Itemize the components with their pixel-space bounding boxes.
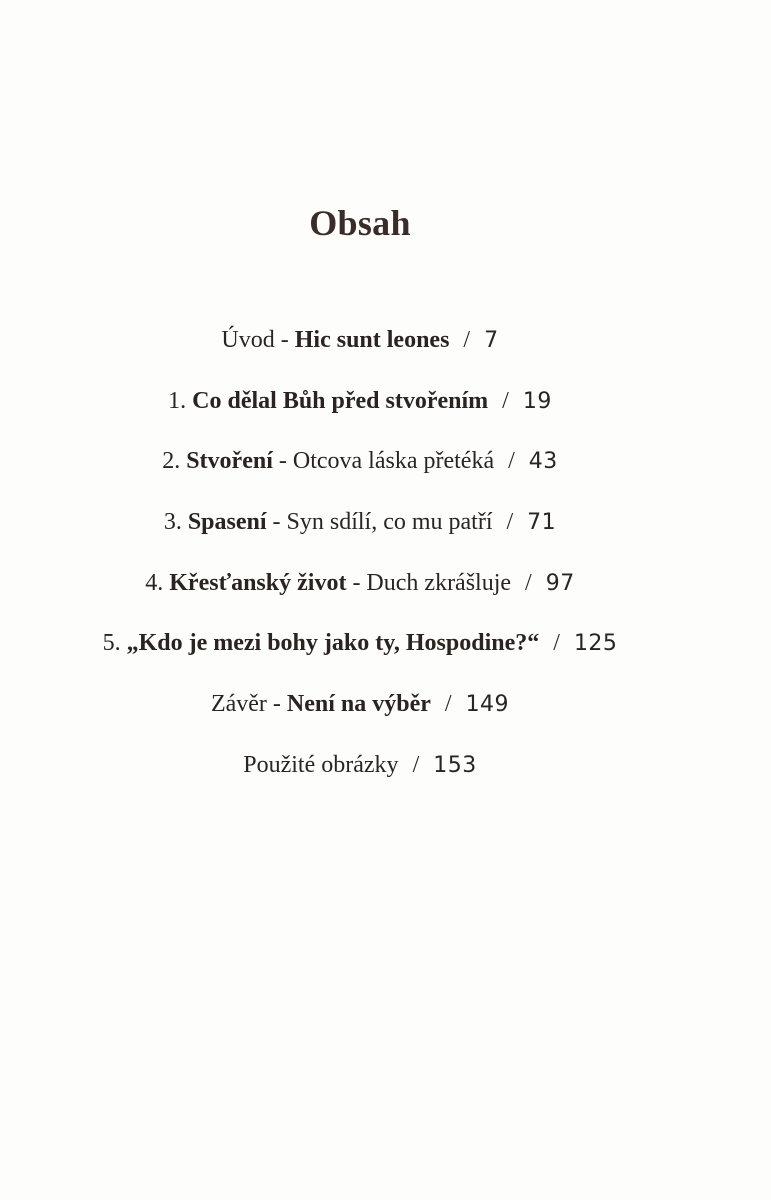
toc-entry-prefix: Závěr - — [210, 691, 287, 718]
toc-entry-page-number: 153 — [433, 752, 477, 778]
toc-entry-separator: / — [553, 630, 560, 657]
toc-entry-images — [0, 743, 720, 804]
toc-entry-conclusion — [0, 682, 720, 743]
toc-entry-title: Hic sunt leones — [294, 327, 450, 353]
toc-entry-page-number: 71 — [527, 510, 557, 536]
table-of-contents — [0, 318, 720, 804]
toc-entry-chapter-5 — [0, 621, 720, 682]
toc-entry-prefix: 4. — [145, 569, 170, 596]
toc-entry-prefix: 1. — [168, 387, 193, 414]
toc-entry-page-number: 19 — [522, 388, 552, 414]
toc-entry-page-number: 43 — [528, 449, 558, 475]
toc-entry-chapter-2 — [0, 439, 720, 500]
toc-entry-title: Spasení — [187, 509, 267, 536]
toc-entry-title: Není na výběr — [286, 691, 431, 718]
toc-entry-title: Co dělal Bůh před stvořením — [192, 387, 489, 414]
toc-entry-separator: / — [508, 448, 515, 475]
toc-entry-chapter-4 — [0, 561, 720, 622]
toc-entry-intro — [0, 318, 720, 379]
toc-entry-prefix: Úvod - — [221, 327, 295, 353]
toc-entry-separator: / — [502, 387, 509, 414]
toc-entry-separator: / — [444, 691, 452, 718]
toc-entry-prefix: 2. — [162, 448, 187, 475]
toc-entry-separator: / — [525, 569, 532, 596]
toc-entry-title: Křesťanský život — [169, 569, 347, 596]
toc-entry-separator: / — [463, 327, 471, 353]
toc-entry-prefix: 3. — [163, 509, 188, 536]
toc-entry-subtitle: - Duch zkrášluje — [346, 569, 512, 596]
toc-entry-page-number: 97 — [545, 570, 575, 596]
toc-entry-separator: / — [412, 751, 420, 778]
toc-entry-chapter-1 — [0, 379, 720, 440]
toc-entry-title: Stvoření — [186, 448, 273, 475]
toc-entry-page-number: 125 — [573, 631, 618, 657]
toc-entry-title: „Kdo je mezi bohy jako ty, Hospodine?“ — [126, 630, 540, 657]
toc-entry-subtitle: - Otcova láska přetéká — [272, 448, 495, 475]
toc-entry-subtitle: - Syn sdílí, co mu patří — [266, 509, 493, 536]
toc-entry-prefix: 5. — [102, 630, 127, 657]
toc-entry-prefix: Použité obrázky — [243, 751, 399, 778]
toc-entry-separator: / — [506, 509, 514, 536]
toc-entry-page-number: 7 — [484, 328, 499, 353]
toc-entry-chapter-3 — [0, 500, 720, 561]
page-title: Obsah — [309, 203, 411, 244]
toc-entry-page-number: 149 — [465, 692, 510, 718]
